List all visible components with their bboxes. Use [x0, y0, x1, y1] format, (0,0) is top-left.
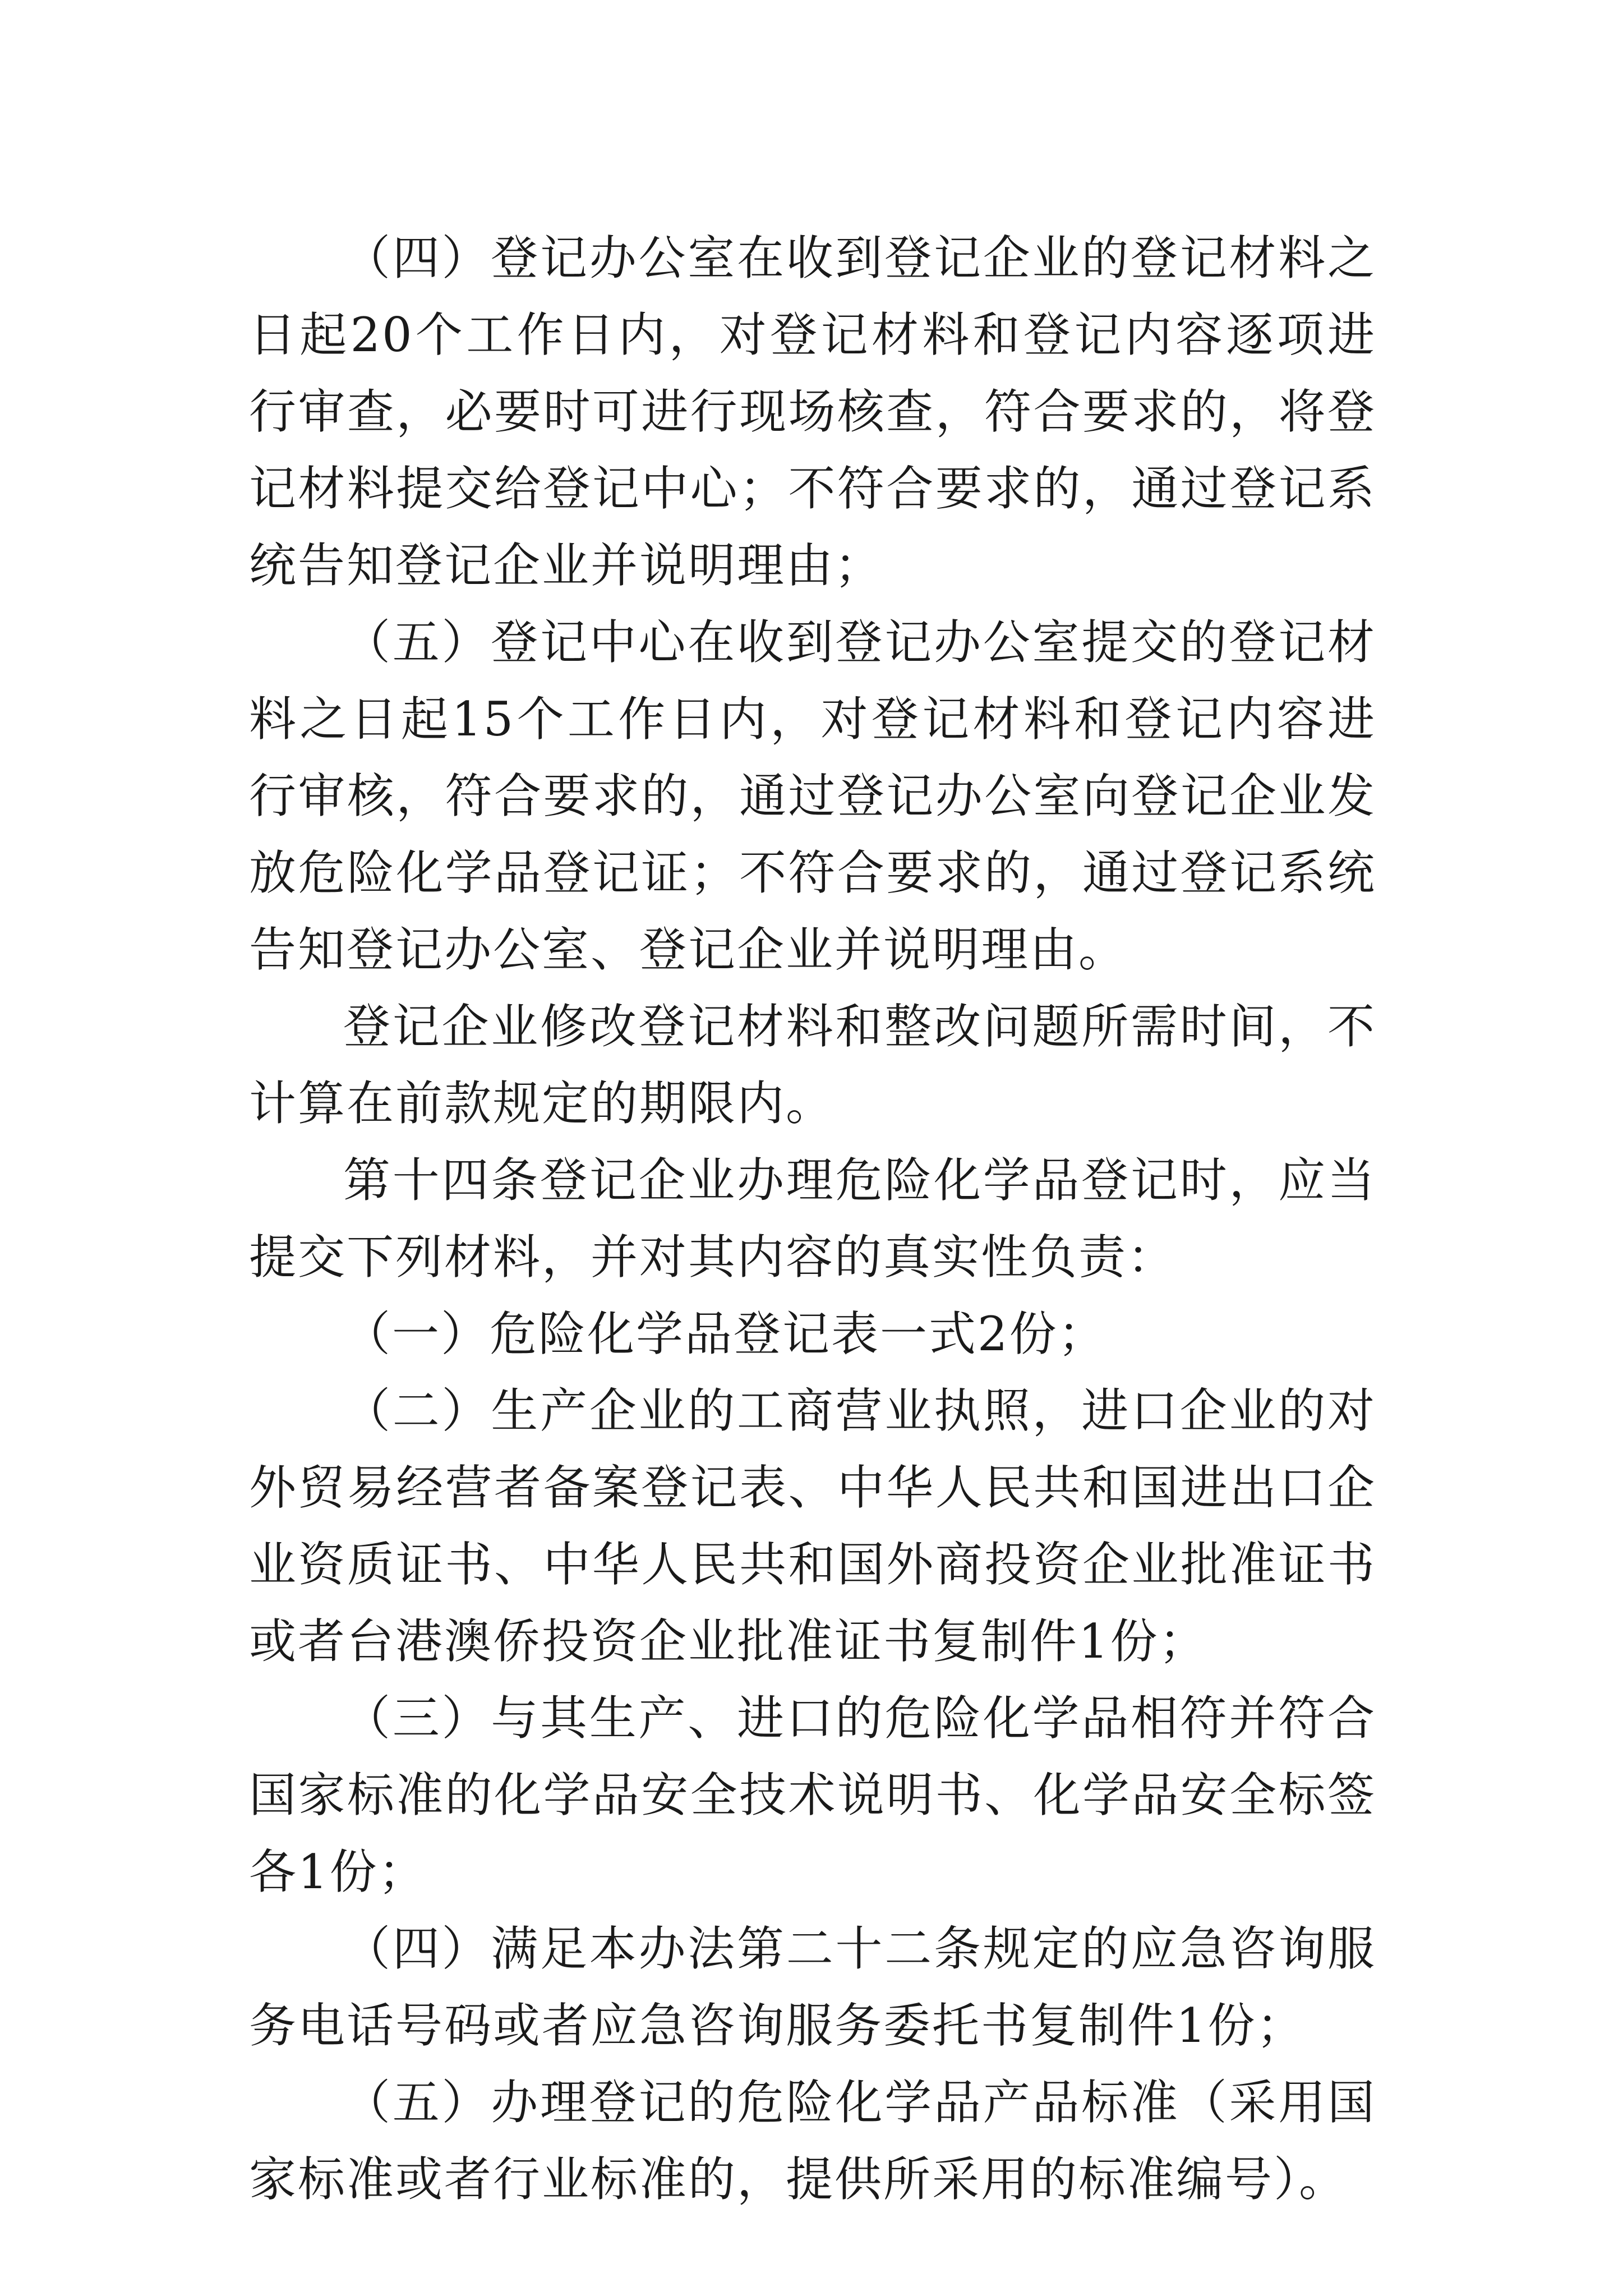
- paragraph-item-5: （五）办理登记的危险化学品产品标准（采用国家标准或者行业标准的，提供所采用的标准编号）。: [249, 2075, 1376, 2207]
- paragraph-item-1: （一）危险化学品登记表一式2份；: [343, 1306, 1107, 1361]
- paragraph-registration-office-review: （四）登记办公室在收到登记企业的登记材料之日起20个工作日内，对登记材料和登记内容逐项进行审查，必要时可进行现场核查，符合要求的，将登记材料提交给登记中心；不符合要求的，通过登记系统告知登记企业并说明理由；: [249, 231, 1376, 593]
- paragraph-item-4: （四）满足本办法第二十二条规定的应急咨询服务电话号码或者应急咨询服务委托书复制件1份；: [249, 1921, 1376, 2053]
- paragraph-item-2: （二）生产企业的工商营业执照，进口企业的对外贸易经营者备案登记表、中华人民共和国进出口企业资质证书、中华人民共和国外商投资企业批准证书或者台港澳侨投资企业批准证书复制件1份；: [249, 1383, 1376, 1669]
- paragraph-article-14: 第十四条登记企业办理危险化学品登记时，应当提交下列材料，并对其内容的真实性负责：: [249, 1153, 1376, 1285]
- paragraph-item-3: （三）与其生产、进口的危险化学品相符并符合国家标准的化学品安全技术说明书、化学品安全标签各1份；: [249, 1691, 1376, 1899]
- paragraph-time-exclusion: 登记企业修改登记材料和整改问题所需时间，不计算在前款规定的期限内。: [249, 999, 1376, 1131]
- document-body: [249, 220, 1376, 2218]
- paragraph-registration-center-review: （五）登记中心在收到登记办公室提交的登记材料之日起15个工作日内，对登记材料和登记内容进行审核，符合要求的，通过登记办公室向登记企业发放危险化学品登记证；不符合要求的，通过登记系统告知登记办公室、登记企业并说明理由。: [249, 615, 1376, 977]
